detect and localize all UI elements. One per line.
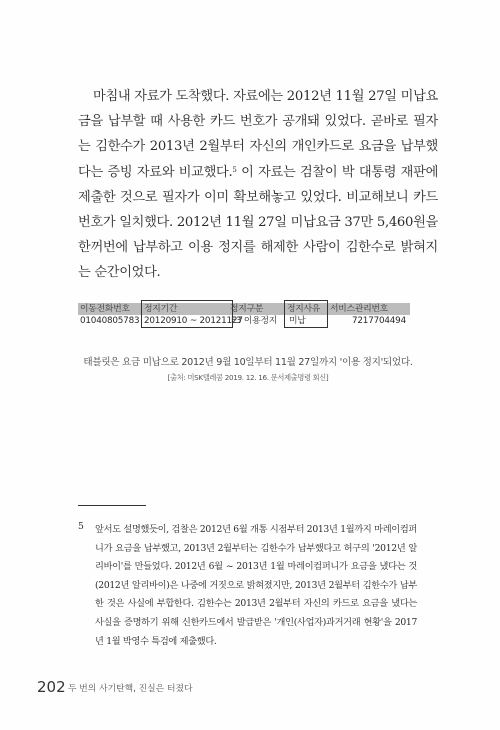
body-paragraph (78, 84, 438, 286)
suspension-record-table (78, 303, 410, 327)
header-suspension-type: 정지구분 (230, 304, 264, 314)
body-text-part1: 마침내 자료가 도착했다. 자료에는 2012년 11월 27일 미납요금을 납부할 때 사용한 카드 번호가 공개돼 있었다. 곧바로 필자는 김한수가 2013년 2월부터 자신의 개인카드로 요금을 납부했다는 증빙 자료와 비교했다. (78, 89, 438, 180)
table-caption: 태블릿은 요금 미납으로 2012년 9월 10일부터 11월 27일까지 '이용 정지'되었다. (83, 357, 413, 368)
running-title: 두 번의 사기탄핵, 진실은 터졌다 (68, 684, 193, 694)
cell-suspension-type: F3 이용정지 (231, 316, 278, 326)
footnote-number: 5 (78, 521, 84, 532)
body-text-part2: 이 자료는 검찰이 박 대통령 재판에 제출한 것으로 필자가 이미 확보해놓고 있었다. 비교해보니 카드 번호가 일치했다. 2012년 11월 27일 미납요금 37만 5,460원을 한꺼번에 납부하고 이용 정지를 해제한 사람이 김한수로 밝혀지는 순간이었다. (78, 164, 439, 281)
highlight-box-period (141, 300, 233, 328)
table-row (78, 315, 410, 327)
cell-suspension-period: 20120910 ~ 20121127 (144, 316, 243, 326)
cell-phone-number: 01040805783 (80, 316, 140, 326)
page-number: 202 (37, 678, 66, 696)
footnote-text: 앞서도 설명했듯이, 검찰은 2012년 6월 개통 시점부터 2013년 1월까지 마레이컴퍼니가 요금을 납부했고, 2013년 2월부터는 김한수가 납부했다고 허구의 '2012년 알리바이'를 만들었다. 2012년 6월 ~ 2013년 1월 마레이컴퍼니가 요금을 냈다는 것(2012년 알리바이)은 나중에 거짓으로 밝혀졌지만, 2013년 2월부터 김한수가 납부한 것은 사실에 부합한다. 김한수는 2013년 2월부터 자신의 카드로 요금을 냈다는 사실을 증명하기 위해 신한카드에서 발급받은 '개인(사업자)과거거래 현황'을 2017년 1월 박영수 특검에 제출했다. (95, 524, 417, 647)
header-phone-number: 이동전화번호 (80, 304, 130, 314)
header-suspension-reason: 정지사유 (287, 304, 321, 314)
footnote-divider (78, 505, 146, 506)
cell-suspension-reason: 미납 (289, 316, 306, 326)
table-source: [출처: 미SK텔레콤 2019. 12. 16. 문서제출명령 회신] (167, 373, 329, 382)
table-header-row (78, 303, 410, 315)
header-suspension-period: 정지기간 (144, 304, 178, 314)
cell-service-id: 7217704494 (352, 316, 406, 326)
highlight-box-reason (284, 300, 328, 328)
footnote-reference[interactable]: 5 (232, 165, 237, 174)
header-service-id: 서비스관리번호 (330, 304, 389, 314)
